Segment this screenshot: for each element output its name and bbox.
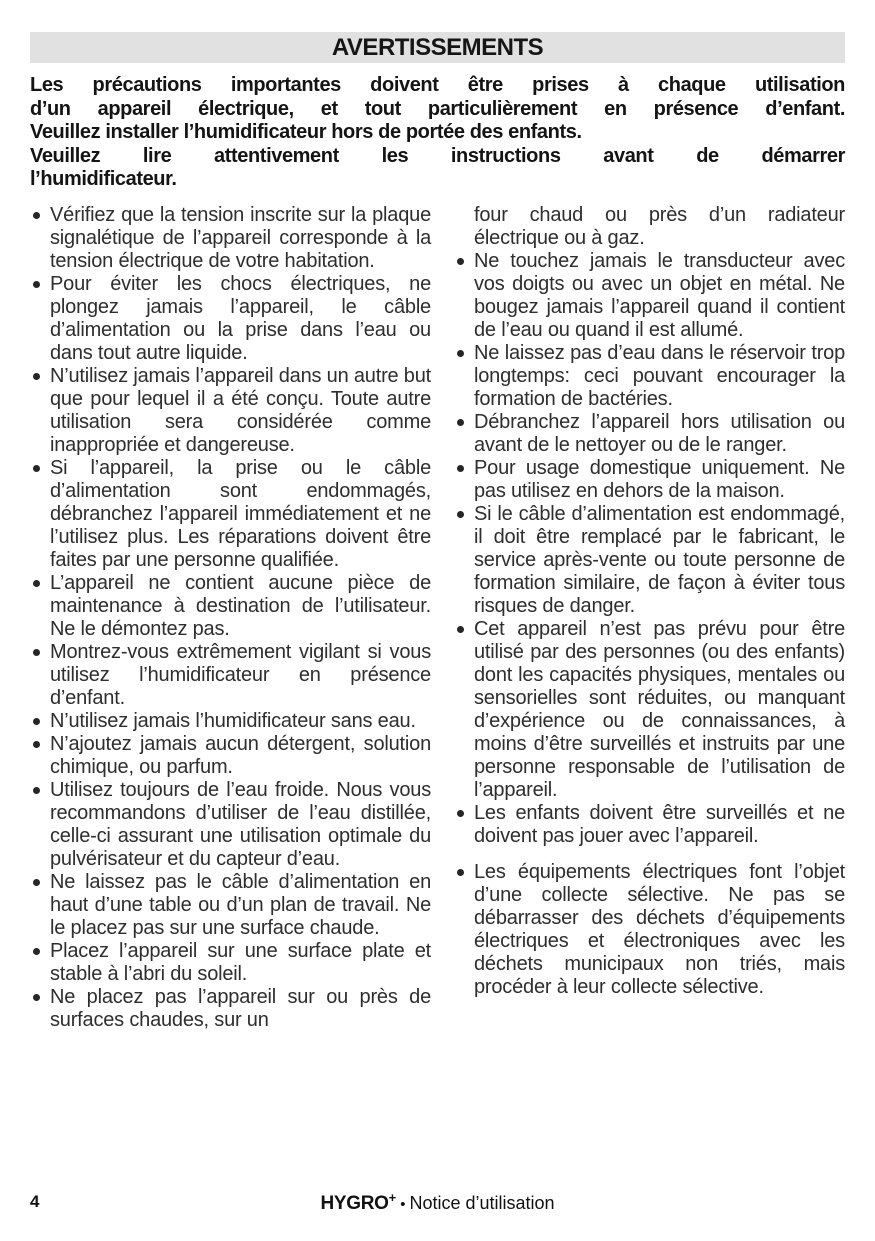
warning-item: L’appareil ne contient aucune pièce de maintenance à destination de l’utilisateur. Ne le démontez pas. [30, 572, 431, 641]
page-title: AVERTISSEMENTS [331, 33, 544, 61]
warning-item: Pour éviter les chocs électriques, ne plongez jamais l’appareil, le câble d’alimentation ou la prise dans l’eau ou dans tout autre liquide. [30, 273, 431, 365]
warning-item: N’utilisez jamais l’appareil dans un autre but que pour lequel il a été conçu. Toute autre utilisation sera considérée comme inappropriée et dangereuse. [30, 365, 431, 457]
page-number: 4 [30, 1192, 40, 1211]
intro-paragraph [30, 74, 845, 192]
warning-item: Les équipements électriques font l’objet d’une collecte sélective. Ne pas se débarrasser des déchets d’équipements électriques et électroniques avec les déchets municipaux non triés, mais procéder à leur collecte sélective. [454, 861, 845, 999]
intro-line: Les précautions importantes doivent être prises à chaque utilisation [30, 74, 845, 96]
bullet-separator: • [400, 1196, 406, 1213]
brand-plus: + [388, 1190, 397, 1205]
warning-item: Ne touchez jamais le transducteur avec vos doigts ou avec un objet en métal. Ne bougez jamais l’appareil quand il contient de l’eau ou quand il est allumé. [454, 250, 845, 342]
right-column [454, 204, 845, 1032]
warning-item: Utilisez toujours de l’eau froide. Nous vous recommandons d’utiliser de l’eau distillée, celle-ci assurant une utilisation optimale du pulvérisateur et du capteur d’eau. [30, 779, 431, 871]
warning-item: Vérifiez que la tension inscrite sur la plaque signalétique de l’appareil corresponde à la tension électrique de votre habitation. [30, 204, 431, 273]
warning-item: Les enfants doivent être surveillés et ne doivent pas jouer avec l’appareil. [454, 802, 845, 848]
warning-item: Ne laissez pas le câble d’alimentation en haut d’une table ou d’un plan de travail. Ne le placez pas sur une surface chaude. [30, 871, 431, 940]
warning-item: N’utilisez jamais l’humidificateur sans eau. [30, 710, 431, 733]
warning-item: Si l’appareil, la prise ou le câble d’alimentation sont endommagés, débranchez l’appareil immédiatement et ne l’utilisez plus. Les réparations doivent être faites par une personne qualifiée. [30, 457, 431, 572]
left-column [30, 204, 431, 1032]
warning-item: Cet appareil n’est pas prévu pour être utilisé par des personnes (ou des enfants) dont les capacités physiques, mentales ou sensorielles sont réduites, ou manquant d’expérience ou de connaissances, à moins d’être surveillés et instruits par une personne responsable de l’utilisation de l’appareil. [454, 618, 845, 802]
brand-name: HYGRO [320, 1193, 389, 1214]
warnings-header-bar [30, 32, 845, 63]
warning-item-continuation: four chaud ou près d’un radiateur électrique ou à gaz. [474, 204, 845, 249]
intro-line: Veuillez lire attentivement les instructions avant de démarrer [30, 144, 845, 167]
warning-item: Pour usage domestique uniquement. Ne pas utilisez en dehors de la maison. [454, 457, 845, 503]
page-footer [30, 1190, 845, 1216]
doc-title: Notice d’utilisation [409, 1193, 555, 1213]
warnings-columns [30, 204, 845, 1032]
intro-line: Veuillez installer l’humidificateur hors de portée des enfants. [30, 121, 582, 143]
warning-item: Ne laissez pas d’eau dans le réservoir trop longtemps: ceci pouvant encourager la formation de bactéries. [454, 342, 845, 411]
warning-item: Ne placez pas l’appareil sur ou près de surfaces chaudes, sur un [30, 986, 431, 1032]
warning-item: Si le câble d’alimentation est endommagé, il doit être remplacé par le fabricant, le service après-vente ou toute personne de formation similaire, de façon à éviter tous risques de danger. [454, 503, 845, 618]
warning-item: Placez l’appareil sur une surface plate et stable à l’abri du soleil. [30, 940, 431, 986]
intro-line: d’un appareil électrique, et tout particulièrement en présence d’enfant. [30, 97, 845, 120]
intro-line: l’humidificateur. [30, 168, 177, 190]
document-reference [30, 1190, 845, 1215]
warning-item: Montrez-vous extrêmement vigilant si vous utilisez l’humidificateur en présence d’enfant. [30, 641, 431, 710]
warning-item: Débranchez l’appareil hors utilisation ou avant de le nettoyer ou de le ranger. [454, 411, 845, 457]
warning-item: N’ajoutez jamais aucun détergent, solution chimique, ou parfum. [30, 733, 431, 779]
